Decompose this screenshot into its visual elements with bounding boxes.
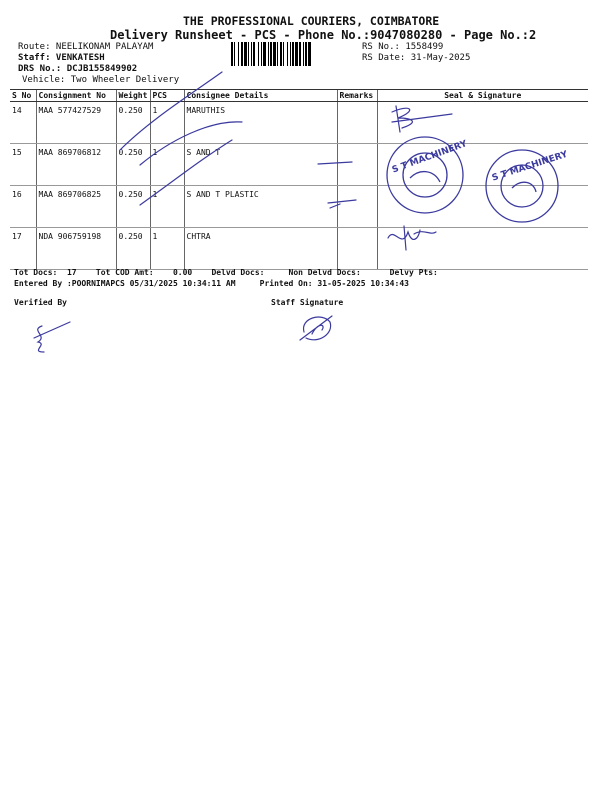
verified-signature-icon [34, 322, 70, 352]
consignee-details: MARUTHIS [184, 102, 337, 144]
verified-by-label: Verified By [14, 298, 67, 307]
consignee-details: S AND T PLASTIC [184, 186, 337, 228]
column-header: Consignment No [36, 90, 116, 102]
vehicle-label: Vehicle: Two Wheeler Delivery [22, 75, 180, 85]
weight-value: 0.250 [116, 228, 150, 270]
column-header: Remarks [337, 90, 377, 102]
rs-number: RS No.: 1558499 [362, 42, 444, 52]
column-header: Seal & Signature [377, 90, 588, 102]
column-header: Weight [116, 90, 150, 102]
weight-value: 0.250 [116, 102, 150, 144]
staff-signature-label: Staff Signature [271, 298, 344, 307]
route-label: Route: NEELIKONAM PALAYAM [18, 42, 154, 52]
page-title: THE PROFESSIONAL COURIERS, COIMBATORE [183, 14, 440, 28]
page-subtitle: Delivery Runsheet - PCS - Phone No.:9047080280 - Page No.:2 [110, 28, 537, 42]
consignment-number: NDA 906759198 [36, 228, 116, 270]
seal-text: S T MACHINERY [390, 139, 469, 176]
remark-dash-icon [330, 204, 340, 208]
signature-row14-icon [392, 106, 452, 132]
pcs-value: 1 [150, 228, 184, 270]
serial-number: 14 [10, 102, 36, 144]
consignee-details: S AND T [184, 144, 337, 186]
column-header: PCS [150, 90, 184, 102]
pcs-value: 1 [150, 102, 184, 144]
serial-number: 17 [10, 228, 36, 270]
column-header: S No [10, 90, 36, 102]
pen-strike-icon [140, 140, 232, 205]
seal-text: S T MACHINERY [490, 149, 569, 184]
rs-date: RS Date: 31-May-2025 [362, 53, 471, 63]
pcs-value: 1 [150, 186, 184, 228]
pen-strike-icon [120, 72, 222, 150]
entered-by-line: Entered By :POORNIMAPCS 05/31/2025 10:34:11 AM Printed On: 31-05-2025 10:34:43 [14, 279, 409, 288]
column-header: Consignee Details [184, 90, 337, 102]
remark-dash-icon [318, 162, 352, 164]
consignment-number: MAA 869706825 [36, 186, 116, 228]
company-seal-icon [387, 137, 558, 222]
weight-value: 0.250 [116, 144, 150, 186]
weight-value: 0.250 [116, 186, 150, 228]
totals-line: Tot Docs: 17 Tot COD Amt: 0.00 Delvd Docs: Non Delvd Docs: Delvy Pts: [14, 268, 438, 277]
consignee-details: CHTRA [184, 228, 337, 270]
drs-number: DRS No.: DCJB155849902 [18, 64, 138, 74]
consignment-number: MAA 869706812 [36, 144, 116, 186]
serial-number: 16 [10, 186, 36, 228]
staff-label: Staff: VENKATESH [18, 53, 105, 63]
serial-number: 15 [10, 144, 36, 186]
signature-row17-icon [388, 226, 436, 250]
remark-dash-icon [328, 200, 356, 203]
pcs-value: 1 [150, 144, 184, 186]
staff-signature-icon [300, 316, 332, 340]
consignment-number: MAA 577427529 [36, 102, 116, 144]
